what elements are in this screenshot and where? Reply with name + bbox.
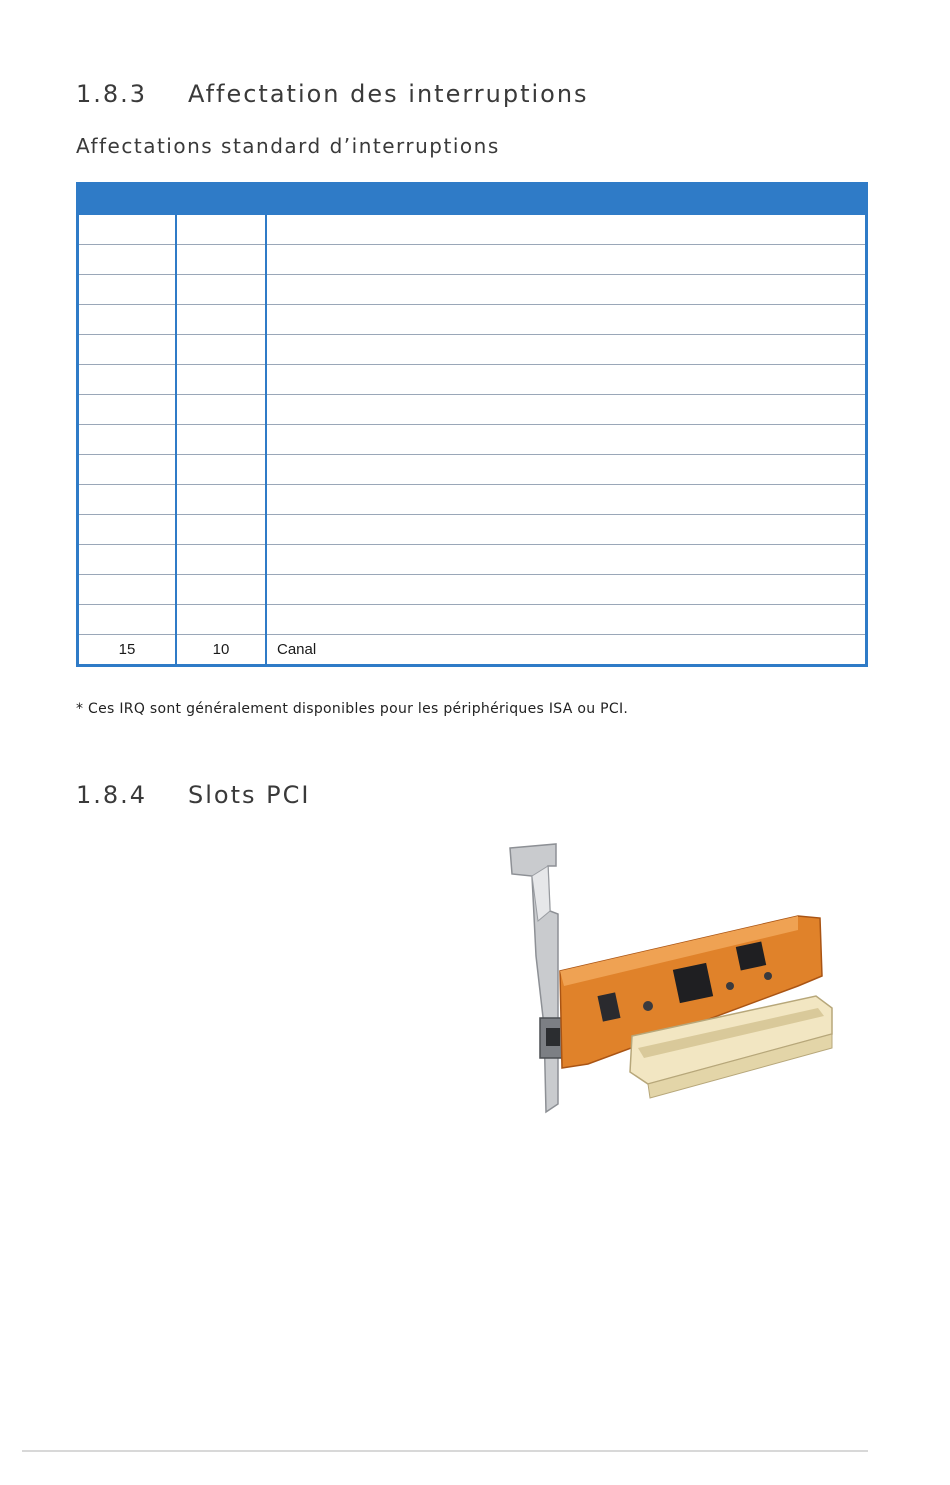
table-row <box>78 245 867 275</box>
section-title: Affectation des interruptions <box>188 80 589 108</box>
capacitor-icon <box>764 972 772 980</box>
section-heading-interrupts <box>76 80 589 108</box>
table-header-cell <box>78 184 867 216</box>
capacitor-icon <box>643 1001 653 1011</box>
table-row <box>78 365 867 395</box>
irq-cell <box>78 545 177 575</box>
ethernet-jack-icon <box>546 1028 560 1046</box>
priority-cell <box>176 335 266 365</box>
priority-cell <box>176 275 266 305</box>
irq-cell <box>78 575 177 605</box>
priority-cell <box>176 455 266 485</box>
table-row <box>78 395 867 425</box>
table-header <box>78 184 867 216</box>
priority-cell <box>176 395 266 425</box>
priority-cell <box>176 545 266 575</box>
irq-cell <box>78 515 177 545</box>
pci-card-illustration <box>498 836 843 1126</box>
function-cell <box>266 485 867 515</box>
irq-cell <box>78 245 177 275</box>
priority-cell <box>176 215 266 245</box>
irq-cell <box>78 335 177 365</box>
function-cell <box>266 575 867 605</box>
footnote: * Ces IRQ sont généralement disponibles pour les périphériques ISA ou PCI. <box>76 701 629 717</box>
footer-rule <box>22 1450 868 1452</box>
priority-cell <box>176 605 266 635</box>
irq-assignment-table <box>76 182 868 667</box>
irq-cell <box>78 455 177 485</box>
table-body <box>78 215 867 666</box>
function-cell <box>266 425 867 455</box>
table-row <box>78 485 867 515</box>
section-number: 1.8.4 <box>76 781 148 809</box>
priority-cell <box>176 425 266 455</box>
table-row <box>78 545 867 575</box>
table-row <box>78 305 867 335</box>
table-row <box>78 335 867 365</box>
irq-cell <box>78 425 177 455</box>
section-title: Slots PCI <box>188 781 311 809</box>
section-heading-pci <box>76 781 310 809</box>
irq-cell <box>78 215 177 245</box>
irq-cell <box>78 275 177 305</box>
section-number: 1.8.3 <box>76 80 148 108</box>
subsection-heading: Affectations standard d’interruptions <box>76 134 500 158</box>
function-cell <box>266 215 867 245</box>
priority-cell <box>176 245 266 275</box>
table-row <box>78 635 867 666</box>
function-cell <box>266 275 867 305</box>
table-row <box>78 455 867 485</box>
function-cell <box>266 605 867 635</box>
priority-cell <box>176 515 266 545</box>
table-row <box>78 575 867 605</box>
function-cell <box>266 455 867 485</box>
capacitor-icon <box>726 982 734 990</box>
table-row <box>78 215 867 245</box>
table-row <box>78 425 867 455</box>
irq-cell <box>78 305 177 335</box>
function-cell <box>266 335 867 365</box>
priority-cell <box>176 305 266 335</box>
priority-cell <box>176 365 266 395</box>
irq-cell <box>78 365 177 395</box>
function-cell <box>266 365 867 395</box>
function-cell: Canal <box>277 641 317 658</box>
irq-cell <box>78 605 177 635</box>
table-row <box>78 275 867 305</box>
function-cell <box>266 545 867 575</box>
priority-cell <box>176 575 266 605</box>
priority-cell: 10 <box>176 635 266 666</box>
priority-cell <box>176 485 266 515</box>
table-row <box>78 605 867 635</box>
irq-cell <box>78 395 177 425</box>
function-cell <box>266 515 867 545</box>
irq-cell: 15 <box>78 635 177 666</box>
function-cell <box>266 305 867 335</box>
main-chip-icon <box>673 963 713 1003</box>
irq-cell <box>78 485 177 515</box>
function-cell <box>266 245 867 275</box>
table-row <box>78 515 867 545</box>
function-cell <box>266 395 867 425</box>
